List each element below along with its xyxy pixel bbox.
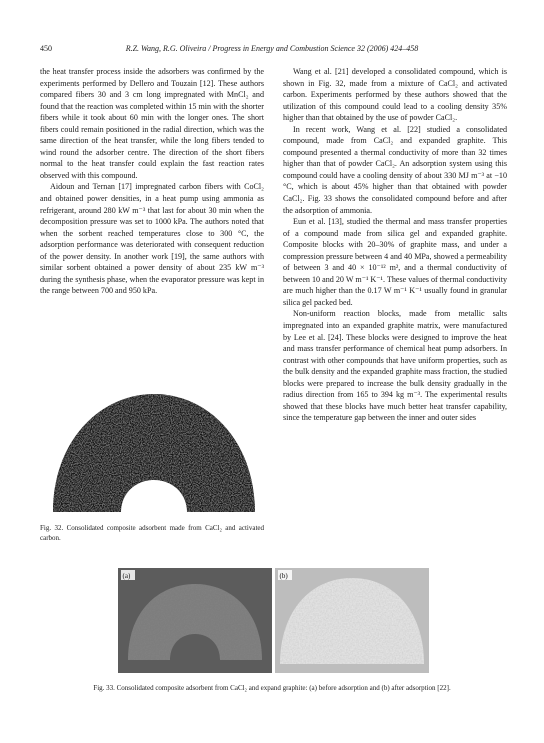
left-column-paragraph: the heat transfer process inside the adsorbers was confirmed by the experiments performed by Dellero and Touzain [12]. These authors compared fibers 30 and 3 cm long impregnated with MnCl₂ and found that the reaction was completed within 15 min with the shorter fibers while it took about 60 min with the longer ones. The short fibers could remain positioned in the radial direction, which was the same direction of the heat transfer, while the long fibers tended to wind round the adsorber centre. The direction of the short fibers normal to the heat transfer could explain the fast reaction rates observed with this compound.	[40, 67, 264, 180]
fig33-label-a: (a)	[122, 572, 131, 580]
fig33-caption: Fig. 33. Consolidated composite adsorbent from CaCl₂ and expand graphite: (a) before adsorption and (b) after adsorption [22].	[93, 684, 451, 692]
fig33-image	[118, 568, 429, 673]
right-column-paragraph: Non-uniform reaction blocks, made from metallic salts impregnated into an expanded graphite matrix, were manufactured by Lee et al. [24]. These blocks were designed to improve the heat and mass transfer performance of chemical heat pump adsorbers. In contrast with other compounds that have uniform properties, such as the bulk density and the expanded graphite mass fraction, the studied blocks were prepared to increase the bulk density gradually in the radius direction from 165 to 394 kg m⁻³. The experimental results showed that these blocks have much better heat transfer capability, since the temperature gap between the inner and outer sides	[283, 309, 507, 423]
right-column-paragraph: Eun et al. [13], studied the thermal and mass transfer properties of a compound made from silica gel and expanded graphite. Composite blocks with 20–30% of graphite mass, and under a compression pressure between 4 and 40 MPa, showed a permeability of between 3 and 40 × 10⁻¹² m², and a thermal conductivity of between 10 and 20 W m⁻¹ K⁻¹. These values of thermal conductivity are much higher than the 0.17 W m⁻¹ K⁻¹ usually found in granular silica gel packed bed.	[283, 217, 507, 307]
running-header	[40, 44, 504, 56]
right-column-paragraph: In recent work, Wang et al. [22] studied a consolidated compound, made from CaCl₂ and expanded graphite. This compound presented a thermal conductivity of more than 32 times higher than that of powder CaCl₂. An adsorption system using this compound could have a cooling density of about 330 MJ m⁻³ at −10 °C, which is about 45% higher than that obtained with powder CaCl₂. Fig. 33 shows the consolidated compound before and after the adsorption of ammonia.	[283, 124, 507, 215]
right-column	[283, 66, 507, 424]
page-number: 450	[40, 44, 52, 53]
fig33-label-b: (b)	[279, 572, 288, 580]
left-column	[40, 66, 264, 297]
right-column-paragraph: Wang et al. [21] developed a consolidated compound, which is shown in Fig. 32, made from a mixture of CaCl₂ and activated carbon. Experiments performed by these authors showed that the utilization of this compound could lead to a cooling density 35% higher than that obtained by the use of powder CaCl₂.	[283, 67, 507, 123]
fig32-image	[47, 390, 261, 518]
fig32-adsorbent-shape	[53, 394, 255, 512]
fig32-caption: Fig. 32. Consolidated composite adsorbent made from CaCl₂ and activated carbon.	[40, 524, 264, 542]
running-title: R.Z. Wang, R.G. Oliveira / Progress in Energy and Combustion Science 32 (2006) 424–458	[125, 44, 419, 53]
left-column-paragraph: Aidoun and Ternan [17] impregnated carbon fibers with CoCl₂ and obtained power densities, in a heat pump using ammonia as refrigerant, around 280 kW m⁻³ that last for about 30 min when the decomposition pressure was set to 1000 kPa. The authors noted that when the sorbent reached temperatures close to 300 °C, the adsorption performance was deteriorated with consequent reduction of the power density. In another work [19], the same authors with similar sorbent obtained a power density of about 235 kW m⁻³ during the synthesis phase, when the evaporator pressure was kept in the range between 700 and 950 kPa.	[40, 182, 264, 296]
